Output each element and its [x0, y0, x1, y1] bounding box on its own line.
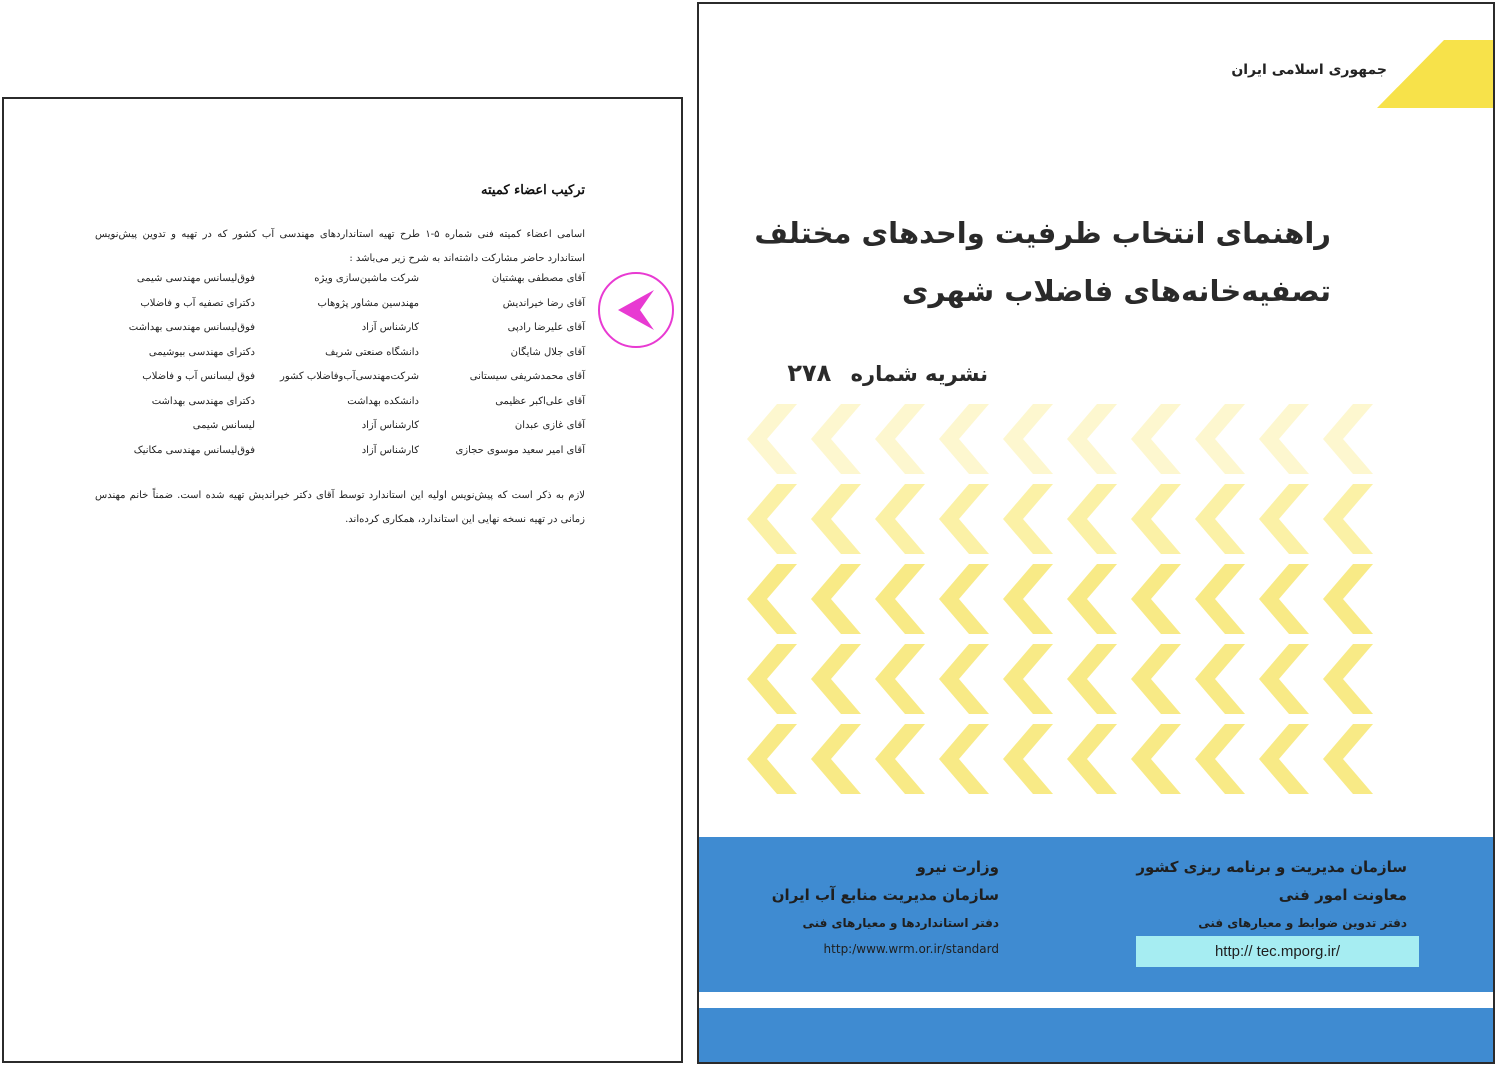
org-right-line-3: دفتر تدوین ضوابط و معیارهای فنی [1198, 916, 1407, 930]
chevron-shape [747, 404, 797, 474]
member-name: آقای مصطفی بهشتیان [491, 273, 585, 284]
member-org: دانشگاه صنعتی شریف [325, 346, 419, 358]
chevron-shape [1323, 484, 1373, 554]
list-item [95, 322, 585, 347]
left-page [2, 97, 683, 1063]
member-name: آقای امیر سعید موسوی حجازی [455, 444, 585, 456]
book-cover [697, 2, 1495, 1064]
org-right-line-1: سازمان مدیریت و برنامه ریزی کشور [1136, 858, 1407, 876]
chevron-shape [1323, 644, 1373, 714]
chevron-shape [1323, 564, 1373, 634]
chevron-shape [811, 404, 861, 474]
chevron-shape [1323, 404, 1373, 474]
chevron-shape [747, 564, 797, 634]
org-left-line-3: دفتر استانداردها و معیارهای فنی [802, 916, 999, 930]
chevron-shape [1067, 404, 1117, 474]
chevron-shape [1067, 564, 1117, 634]
closing-note: لازم به ذکر است که پیش‌نویس اولیه این استاندارد توسط آقای دکتر خیراندیش تهیه شده است. ضمناً خانم مهندس زمانی در تهیه نسخه نهایی این استاندارد، همکاری کرده‌اند. [95, 490, 585, 525]
chevron-shape [1259, 404, 1309, 474]
chevron-shape [939, 724, 989, 794]
chevron-shape [1259, 564, 1309, 634]
member-name: آقای علی‌اکبر عظیمی [495, 395, 585, 407]
chevron-shape [1067, 484, 1117, 554]
chevron-shape [1259, 724, 1309, 794]
chevron-shape [875, 484, 925, 554]
org-left-line-2: سازمان مدیریت منابع آب ایران [771, 886, 999, 904]
chevron-shape [1195, 404, 1245, 474]
org-right [1136, 853, 1407, 937]
member-org: شرکت‌مهندسی‌آب‌وفاضلاب کشور [280, 371, 419, 382]
org-left-line-1: وزارت نیرو [916, 858, 999, 876]
org-right-line-2: معاونت امور فنی [1278, 886, 1407, 904]
chevron-shape [1003, 644, 1053, 714]
list-item [95, 347, 585, 372]
left-page-content [4, 99, 681, 1061]
member-name: آقای محمدشریفی سیستانی [469, 371, 585, 382]
committee-intro: اسامی اعضاء کمیته فنی شماره ۵-۱ طرح تهیه استانداردهای مهندسی آب کشور که در تهیه و تدوین پیش‌نویس استاندارد حاضر مشارکت داشته‌اند به شرح زیر می‌باشد : [95, 229, 585, 264]
chevron-shape [1131, 644, 1181, 714]
arrow-left-icon [616, 288, 656, 332]
chevron-shape [811, 644, 861, 714]
chevron-shape [1131, 724, 1181, 794]
list-item [95, 445, 585, 470]
member-org: دانشکده بهداشت [347, 395, 419, 407]
chevron-shape [1259, 644, 1309, 714]
chevron-shape [1131, 564, 1181, 634]
list-item [95, 371, 585, 396]
member-org: کارشناس آزاد [361, 444, 419, 456]
member-name: آقای رضا خیراندیش [502, 297, 585, 309]
chevron-shape [1067, 724, 1117, 794]
chevron-shape [1067, 644, 1117, 714]
member-degree: دکترای مهندسی بیوشیمی [148, 346, 255, 358]
chevron-shape [1195, 484, 1245, 554]
members-list [95, 273, 585, 469]
member-org: کارشناس آزاد [361, 322, 419, 333]
chevron-shape [1323, 724, 1373, 794]
cover-title [711, 204, 1331, 320]
publication-number-value: ۲۷۸ [787, 359, 832, 387]
member-org: شرکت ماشین‌سازی ویژه [314, 273, 419, 284]
chevron-shape [1003, 564, 1053, 634]
list-item [95, 273, 585, 298]
member-degree: فوق‌لیسانس مهندسی بهداشت [128, 322, 255, 333]
chevron-shape [939, 564, 989, 634]
member-org: مهندسین مشاور پژوهاب [317, 297, 419, 309]
chevron-shape [747, 644, 797, 714]
org-left [772, 853, 999, 961]
chevron-shape [1003, 724, 1053, 794]
chevron-shape [1003, 404, 1053, 474]
chevron-shape [875, 724, 925, 794]
chevron-shape [811, 484, 861, 554]
list-item [95, 298, 585, 323]
chevron-shape [1003, 484, 1053, 554]
chevron-shape [1195, 564, 1245, 634]
member-degree: فوق‌لیسانس مهندسی شیمی [136, 273, 255, 284]
chevron-shape [747, 724, 797, 794]
org-left-url[interactable]: http:/www.wrm.or.ir/standard [823, 942, 999, 956]
chevron-shape [1131, 484, 1181, 554]
chevron-shape [875, 564, 925, 634]
list-item [95, 396, 585, 421]
chevron-shape [1195, 644, 1245, 714]
chevron-shape [939, 644, 989, 714]
list-item [95, 420, 585, 445]
member-name: آقای جلال شایگان [510, 346, 585, 358]
cover-title-line-1: راهنمای انتخاب ظرفیت واحدهای مختلف [754, 216, 1331, 250]
member-degree: دکترای مهندسی بهداشت [151, 395, 255, 407]
member-degree: فوق‌لیسانس مهندسی مکانیک [133, 444, 255, 456]
member-org: کارشناس آزاد [361, 420, 419, 431]
org-right-url[interactable]: http:// tec.mporg.ir/ [1136, 936, 1419, 967]
publication-number [787, 359, 988, 387]
chevron-shape [811, 724, 861, 794]
publication-label: نشریه شماره [850, 362, 988, 386]
chevron-shape [939, 484, 989, 554]
member-degree: لیسانس شیمی [192, 420, 255, 431]
bottom-band [699, 1008, 1493, 1064]
member-degree: دکترای تصفیه آب و فاضلاب [140, 297, 255, 309]
member-name: آقای غازی عبدان [514, 420, 585, 431]
member-degree: فوق لیسانس آب و فاضلاب [142, 371, 255, 382]
member-name: آقای علیرضا رادپی [507, 322, 585, 333]
chevron-shape [1131, 404, 1181, 474]
previous-page-button[interactable] [598, 272, 674, 348]
chevron-shape [939, 404, 989, 474]
chevron-shape [747, 484, 797, 554]
committee-heading: ترکیب اعضاء کمیته [481, 183, 585, 198]
chevron-shape [811, 564, 861, 634]
chevron-shape [875, 644, 925, 714]
chevron-shape [875, 404, 925, 474]
chevron-shape [1259, 484, 1309, 554]
country-label: جمهوری اسلامی ایران [1231, 62, 1387, 78]
cover-title-line-2: تصفیه‌خانه‌های فاضلاب شهری [901, 274, 1331, 308]
chevron-shape [1195, 724, 1245, 794]
